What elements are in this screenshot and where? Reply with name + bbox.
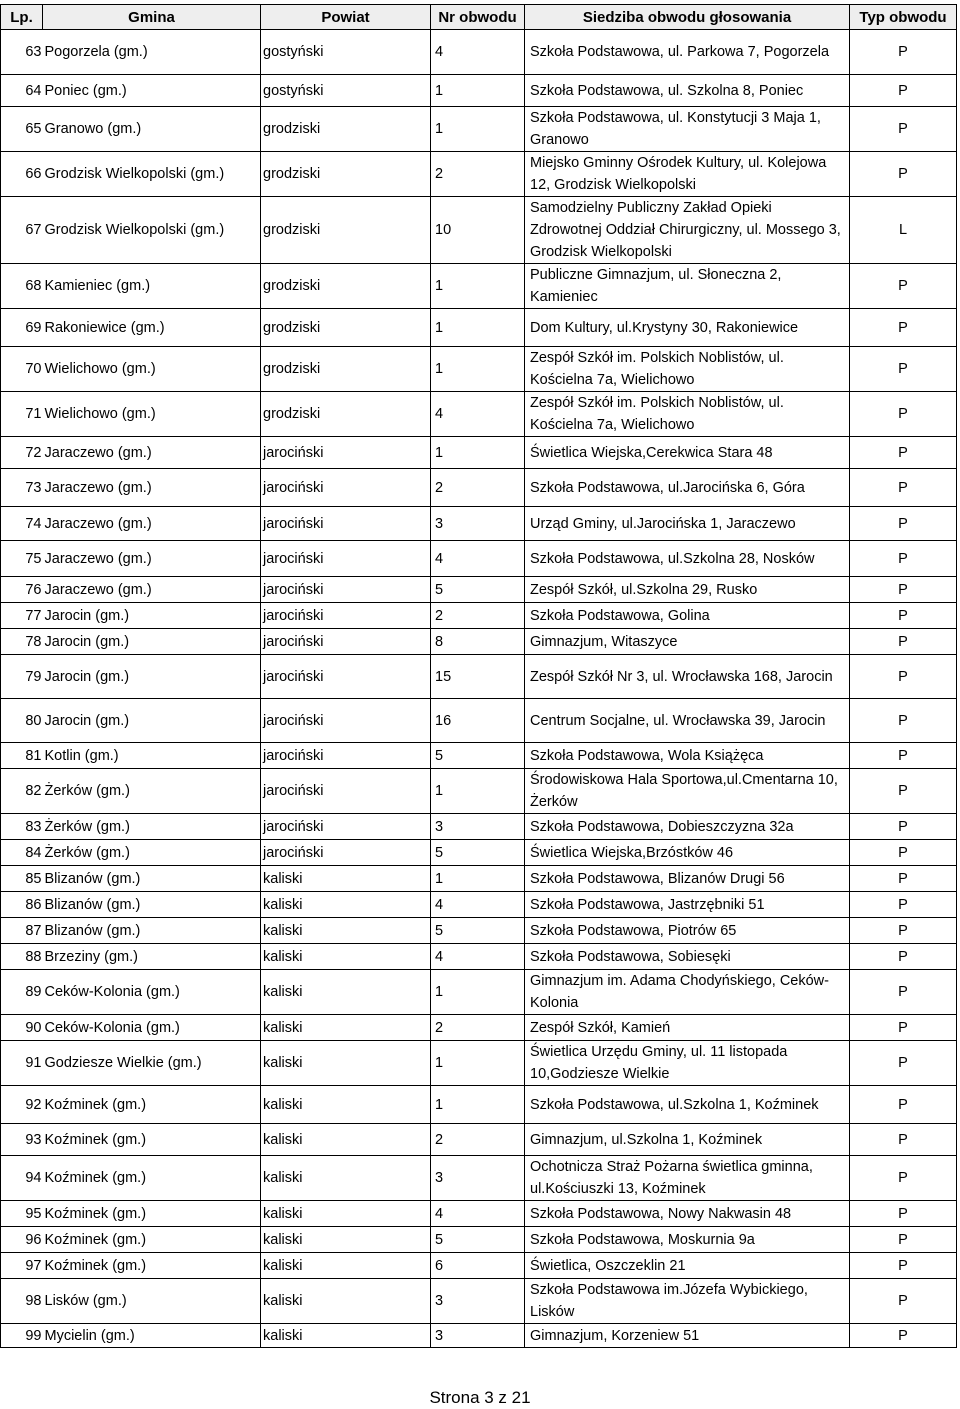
cell-typ-obwodu: P [850, 655, 957, 699]
table-row [1, 629, 957, 655]
table-row [1, 75, 957, 107]
cell-typ-obwodu: P [850, 1086, 957, 1124]
header-siedziba: Siedziba obwodu głosowania [525, 5, 850, 30]
cell-powiat: jarociński [261, 743, 431, 769]
cell-lp: 69 [1, 309, 43, 347]
table-row [1, 918, 957, 944]
cell-nr-obwodu: 10 [431, 197, 525, 264]
cell-siedziba: Dom Kultury, ul.Krystyny 30, Rakoniewice [525, 309, 850, 347]
cell-gmina: Poniec (gm.) [43, 75, 261, 107]
cell-powiat: grodziski [261, 197, 431, 264]
cell-siedziba: Centrum Socjalne, ul. Wrocławska 39, Jarocin [525, 699, 850, 743]
cell-nr-obwodu: 16 [431, 699, 525, 743]
cell-powiat: jarociński [261, 629, 431, 655]
cell-typ-obwodu: P [850, 30, 957, 75]
cell-typ-obwodu: P [850, 699, 957, 743]
cell-lp: 75 [1, 541, 43, 577]
table-row [1, 152, 957, 197]
table-row [1, 743, 957, 769]
cell-powiat: jarociński [261, 840, 431, 866]
cell-nr-obwodu: 1 [431, 264, 525, 309]
cell-siedziba: Szkoła Podstawowa, Golina [525, 603, 850, 629]
cell-typ-obwodu: P [850, 970, 957, 1015]
cell-typ-obwodu: P [850, 309, 957, 347]
cell-typ-obwodu: P [850, 944, 957, 970]
cell-lp: 97 [1, 1253, 43, 1279]
cell-typ-obwodu: P [850, 1041, 957, 1086]
cell-typ-obwodu: P [850, 603, 957, 629]
cell-gmina: Grodzisk Wielkopolski (gm.) [43, 152, 261, 197]
cell-lp: 87 [1, 918, 43, 944]
table-row [1, 603, 957, 629]
cell-powiat: kaliski [261, 944, 431, 970]
cell-lp: 89 [1, 970, 43, 1015]
header-powiat: Powiat [261, 5, 431, 30]
cell-typ-obwodu: P [850, 469, 957, 507]
cell-lp: 64 [1, 75, 43, 107]
cell-siedziba: Szkoła Podstawowa, Blizanów Drugi 56 [525, 866, 850, 892]
cell-typ-obwodu: P [850, 392, 957, 437]
header-lp: Lp. [1, 5, 43, 30]
cell-lp: 92 [1, 1086, 43, 1124]
table-row [1, 1324, 957, 1348]
cell-typ-obwodu: P [850, 541, 957, 577]
cell-typ-obwodu: P [850, 840, 957, 866]
cell-siedziba: Środowiskowa Hala Sportowa,ul.Cmentarna 10, Żerków [525, 769, 850, 814]
cell-powiat: kaliski [261, 1086, 431, 1124]
cell-lp: 82 [1, 769, 43, 814]
cell-typ-obwodu: P [850, 1253, 957, 1279]
cell-powiat: kaliski [261, 1201, 431, 1227]
cell-lp: 94 [1, 1156, 43, 1201]
cell-gmina: Koźminek (gm.) [43, 1253, 261, 1279]
table-row [1, 1227, 957, 1253]
cell-siedziba: Szkoła Podstawowa, Moskurnia 9a [525, 1227, 850, 1253]
cell-lp: 67 [1, 197, 43, 264]
cell-siedziba: Szkoła Podstawowa, Wola Książęca [525, 743, 850, 769]
cell-typ-obwodu: P [850, 347, 957, 392]
cell-powiat: grodziski [261, 264, 431, 309]
cell-powiat: kaliski [261, 1041, 431, 1086]
table-row [1, 699, 957, 743]
cell-siedziba: Świetlica Urzędu Gminy, ul. 11 listopada 10,Godziesze Wielkie [525, 1041, 850, 1086]
table-row [1, 107, 957, 152]
cell-siedziba: Szkoła Podstawowa, Nowy Nakwasin 48 [525, 1201, 850, 1227]
cell-lp: 66 [1, 152, 43, 197]
cell-typ-obwodu: P [850, 577, 957, 603]
cell-nr-obwodu: 3 [431, 507, 525, 541]
cell-lp: 96 [1, 1227, 43, 1253]
cell-nr-obwodu: 3 [431, 1156, 525, 1201]
cell-gmina: Blizanów (gm.) [43, 892, 261, 918]
cell-typ-obwodu: P [850, 918, 957, 944]
cell-powiat: grodziski [261, 152, 431, 197]
cell-siedziba: Miejsko Gminny Ośrodek Kultury, ul. Kolejowa 12, Grodzisk Wielkopolski [525, 152, 850, 197]
cell-lp: 81 [1, 743, 43, 769]
cell-gmina: Koźminek (gm.) [43, 1124, 261, 1156]
table-row [1, 655, 957, 699]
cell-powiat: jarociński [261, 437, 431, 469]
cell-siedziba: Zespół Szkół, Kamień [525, 1015, 850, 1041]
cell-powiat: kaliski [261, 1324, 431, 1348]
cell-nr-obwodu: 4 [431, 944, 525, 970]
cell-typ-obwodu: P [850, 1015, 957, 1041]
cell-powiat: kaliski [261, 1253, 431, 1279]
cell-powiat: grodziski [261, 309, 431, 347]
cell-powiat: kaliski [261, 866, 431, 892]
cell-powiat: kaliski [261, 1227, 431, 1253]
cell-nr-obwodu: 1 [431, 1041, 525, 1086]
cell-gmina: Jarocin (gm.) [43, 699, 261, 743]
cell-powiat: jarociński [261, 577, 431, 603]
cell-nr-obwodu: 3 [431, 1279, 525, 1324]
cell-nr-obwodu: 1 [431, 347, 525, 392]
table-row [1, 944, 957, 970]
table-body [1, 30, 957, 1348]
cell-siedziba: Szkoła Podstawowa, Sobiesęki [525, 944, 850, 970]
cell-gmina: Koźminek (gm.) [43, 1201, 261, 1227]
cell-powiat: jarociński [261, 541, 431, 577]
cell-nr-obwodu: 15 [431, 655, 525, 699]
cell-typ-obwodu: P [850, 75, 957, 107]
cell-typ-obwodu: P [850, 814, 957, 840]
cell-nr-obwodu: 1 [431, 1086, 525, 1124]
cell-gmina: Wielichowo (gm.) [43, 347, 261, 392]
cell-lp: 77 [1, 603, 43, 629]
table-row [1, 264, 957, 309]
cell-lp: 88 [1, 944, 43, 970]
table-row [1, 1156, 957, 1201]
cell-lp: 68 [1, 264, 43, 309]
cell-nr-obwodu: 4 [431, 892, 525, 918]
cell-nr-obwodu: 5 [431, 577, 525, 603]
cell-nr-obwodu: 1 [431, 866, 525, 892]
cell-lp: 72 [1, 437, 43, 469]
table-row [1, 892, 957, 918]
cell-gmina: Brzeziny (gm.) [43, 944, 261, 970]
cell-typ-obwodu: P [850, 107, 957, 152]
cell-nr-obwodu: 8 [431, 629, 525, 655]
cell-typ-obwodu: P [850, 1279, 957, 1324]
cell-nr-obwodu: 2 [431, 1015, 525, 1041]
cell-lp: 65 [1, 107, 43, 152]
cell-nr-obwodu: 5 [431, 1227, 525, 1253]
cell-nr-obwodu: 1 [431, 107, 525, 152]
cell-gmina: Granowo (gm.) [43, 107, 261, 152]
cell-gmina: Ceków-Kolonia (gm.) [43, 1015, 261, 1041]
cell-gmina: Mycielin (gm.) [43, 1324, 261, 1348]
cell-siedziba: Zespół Szkół Nr 3, ul. Wrocławska 168, Jarocin [525, 655, 850, 699]
cell-lp: 73 [1, 469, 43, 507]
cell-lp: 84 [1, 840, 43, 866]
table-row [1, 507, 957, 541]
cell-gmina: Kotlin (gm.) [43, 743, 261, 769]
cell-powiat: jarociński [261, 814, 431, 840]
cell-nr-obwodu: 1 [431, 970, 525, 1015]
cell-typ-obwodu: P [850, 866, 957, 892]
cell-siedziba: Urząd Gminy, ul.Jarocińska 1, Jaraczewo [525, 507, 850, 541]
cell-nr-obwodu: 5 [431, 840, 525, 866]
cell-siedziba: Szkoła Podstawowa, ul.Jarocińska 6, Góra [525, 469, 850, 507]
cell-gmina: Jaraczewo (gm.) [43, 577, 261, 603]
cell-typ-obwodu: P [850, 152, 957, 197]
table-row [1, 769, 957, 814]
cell-typ-obwodu: P [850, 264, 957, 309]
cell-siedziba: Publiczne Gimnazjum, ul. Słoneczna 2, Kamieniec [525, 264, 850, 309]
cell-typ-obwodu: P [850, 629, 957, 655]
cell-siedziba: Gimnazjum, Korzeniew 51 [525, 1324, 850, 1348]
table-row [1, 1015, 957, 1041]
cell-nr-obwodu: 2 [431, 152, 525, 197]
cell-lp: 86 [1, 892, 43, 918]
cell-lp: 78 [1, 629, 43, 655]
cell-nr-obwodu: 3 [431, 1324, 525, 1348]
table-row [1, 541, 957, 577]
cell-nr-obwodu: 1 [431, 769, 525, 814]
cell-powiat: jarociński [261, 699, 431, 743]
table-row [1, 347, 957, 392]
cell-gmina: Blizanów (gm.) [43, 866, 261, 892]
cell-siedziba: Zespół Szkół im. Polskich Noblistów, ul. Kościelna 7a, Wielichowo [525, 392, 850, 437]
cell-typ-obwodu: P [850, 1156, 957, 1201]
cell-nr-obwodu: 3 [431, 814, 525, 840]
cell-gmina: Jaraczewo (gm.) [43, 541, 261, 577]
table-row [1, 469, 957, 507]
cell-gmina: Żerków (gm.) [43, 814, 261, 840]
cell-typ-obwodu: P [850, 507, 957, 541]
header-gmina: Gmina [43, 5, 261, 30]
cell-siedziba: Świetlica Wiejska,Cerekwica Stara 48 [525, 437, 850, 469]
table-row [1, 197, 957, 264]
cell-lp: 83 [1, 814, 43, 840]
cell-gmina: Koźminek (gm.) [43, 1156, 261, 1201]
cell-gmina: Żerków (gm.) [43, 840, 261, 866]
cell-siedziba: Gimnazjum, Witaszyce [525, 629, 850, 655]
cell-nr-obwodu: 5 [431, 743, 525, 769]
cell-nr-obwodu: 4 [431, 541, 525, 577]
cell-powiat: kaliski [261, 970, 431, 1015]
table-row [1, 1253, 957, 1279]
polling-stations-table [0, 4, 957, 1348]
cell-typ-obwodu: P [850, 892, 957, 918]
cell-powiat: kaliski [261, 892, 431, 918]
cell-nr-obwodu: 1 [431, 437, 525, 469]
cell-typ-obwodu: P [850, 769, 957, 814]
cell-siedziba: Szkoła Podstawowa, ul.Szkolna 28, Nosków [525, 541, 850, 577]
cell-siedziba: Gimnazjum im. Adama Chodyńskiego, Ceków-Kolonia [525, 970, 850, 1015]
table-row [1, 577, 957, 603]
cell-siedziba: Szkoła Podstawowa im.Józefa Wybickiego, Lisków [525, 1279, 850, 1324]
cell-siedziba: Szkoła Podstawowa, ul. Parkowa 7, Pogorzela [525, 30, 850, 75]
header-row [1, 5, 957, 30]
table-row [1, 30, 957, 75]
cell-powiat: kaliski [261, 918, 431, 944]
table-row [1, 1124, 957, 1156]
cell-gmina: Jarocin (gm.) [43, 655, 261, 699]
cell-siedziba: Zespół Szkół im. Polskich Noblistów, ul. Kościelna 7a, Wielichowo [525, 347, 850, 392]
cell-typ-obwodu: P [850, 1124, 957, 1156]
cell-powiat: kaliski [261, 1156, 431, 1201]
cell-gmina: Pogorzela (gm.) [43, 30, 261, 75]
cell-lp: 70 [1, 347, 43, 392]
header-typ-obwodu: Typ obwodu [850, 5, 957, 30]
cell-powiat: grodziski [261, 392, 431, 437]
cell-lp: 90 [1, 1015, 43, 1041]
table-row [1, 1086, 957, 1124]
table-row [1, 814, 957, 840]
cell-lp: 99 [1, 1324, 43, 1348]
cell-powiat: jarociński [261, 655, 431, 699]
cell-siedziba: Gimnazjum, ul.Szkolna 1, Koźminek [525, 1124, 850, 1156]
cell-powiat: kaliski [261, 1279, 431, 1324]
cell-gmina: Blizanów (gm.) [43, 918, 261, 944]
cell-nr-obwodu: 4 [431, 30, 525, 75]
cell-siedziba: Świetlica Wiejska,Brzóstków 46 [525, 840, 850, 866]
cell-typ-obwodu: P [850, 437, 957, 469]
cell-siedziba: Szkoła Podstawowa, Jastrzębniki 51 [525, 892, 850, 918]
cell-lp: 93 [1, 1124, 43, 1156]
cell-gmina: Wielichowo (gm.) [43, 392, 261, 437]
cell-typ-obwodu: L [850, 197, 957, 264]
cell-siedziba: Szkoła Podstawowa, ul.Szkolna 1, Koźminek [525, 1086, 850, 1124]
cell-powiat: gostyński [261, 30, 431, 75]
cell-gmina: Żerków (gm.) [43, 769, 261, 814]
table-row [1, 1279, 957, 1324]
cell-gmina: Grodzisk Wielkopolski (gm.) [43, 197, 261, 264]
cell-gmina: Jaraczewo (gm.) [43, 507, 261, 541]
header-nr-obwodu: Nr obwodu [431, 5, 525, 30]
cell-lp: 91 [1, 1041, 43, 1086]
cell-gmina: Godziesze Wielkie (gm.) [43, 1041, 261, 1086]
cell-lp: 85 [1, 866, 43, 892]
cell-gmina: Jarocin (gm.) [43, 603, 261, 629]
cell-siedziba: Szkoła Podstawowa, ul. Szkolna 8, Poniec [525, 75, 850, 107]
cell-nr-obwodu: 2 [431, 1124, 525, 1156]
cell-powiat: grodziski [261, 347, 431, 392]
cell-lp: 98 [1, 1279, 43, 1324]
cell-siedziba: Szkoła Podstawowa, ul. Konstytucji 3 Maja 1, Granowo [525, 107, 850, 152]
cell-siedziba: Samodzielny Publiczny Zakład Opieki Zdrowotnej Oddział Chirurgiczny, ul. Mossego 3, Grodzisk Wielkopolski [525, 197, 850, 264]
table-row [1, 309, 957, 347]
cell-gmina: Lisków (gm.) [43, 1279, 261, 1324]
cell-powiat: gostyński [261, 75, 431, 107]
table-row [1, 840, 957, 866]
cell-nr-obwodu: 2 [431, 603, 525, 629]
cell-siedziba: Ochotnicza Straż Pożarna świetlica gminna, ul.Kościuszki 13, Koźminek [525, 1156, 850, 1201]
cell-typ-obwodu: P [850, 1201, 957, 1227]
cell-nr-obwodu: 4 [431, 1201, 525, 1227]
cell-nr-obwodu: 6 [431, 1253, 525, 1279]
cell-lp: 79 [1, 655, 43, 699]
cell-gmina: Ceków-Kolonia (gm.) [43, 970, 261, 1015]
cell-gmina: Kamieniec (gm.) [43, 264, 261, 309]
cell-typ-obwodu: P [850, 743, 957, 769]
cell-lp: 74 [1, 507, 43, 541]
cell-typ-obwodu: P [850, 1227, 957, 1253]
cell-siedziba: Szkoła Podstawowa, Dobieszczyzna 32a [525, 814, 850, 840]
table-row [1, 437, 957, 469]
cell-lp: 80 [1, 699, 43, 743]
table-row [1, 1041, 957, 1086]
cell-siedziba: Zespół Szkół, ul.Szkolna 29, Rusko [525, 577, 850, 603]
cell-powiat: jarociński [261, 603, 431, 629]
cell-gmina: Jarocin (gm.) [43, 629, 261, 655]
cell-gmina: Rakoniewice (gm.) [43, 309, 261, 347]
cell-nr-obwodu: 1 [431, 309, 525, 347]
cell-powiat: kaliski [261, 1015, 431, 1041]
cell-nr-obwodu: 5 [431, 918, 525, 944]
cell-powiat: grodziski [261, 107, 431, 152]
cell-siedziba: Szkoła Podstawowa, Piotrów 65 [525, 918, 850, 944]
cell-nr-obwodu: 4 [431, 392, 525, 437]
cell-nr-obwodu: 2 [431, 469, 525, 507]
cell-lp: 63 [1, 30, 43, 75]
cell-powiat: jarociński [261, 507, 431, 541]
cell-lp: 76 [1, 577, 43, 603]
cell-gmina: Jaraczewo (gm.) [43, 469, 261, 507]
cell-powiat: jarociński [261, 469, 431, 507]
table-row [1, 866, 957, 892]
cell-gmina: Jaraczewo (gm.) [43, 437, 261, 469]
cell-powiat: kaliski [261, 1124, 431, 1156]
cell-lp: 71 [1, 392, 43, 437]
table-row [1, 970, 957, 1015]
cell-typ-obwodu: P [850, 1324, 957, 1348]
cell-powiat: jarociński [261, 769, 431, 814]
cell-nr-obwodu: 1 [431, 75, 525, 107]
table-row [1, 1201, 957, 1227]
cell-gmina: Koźminek (gm.) [43, 1227, 261, 1253]
page-footer: Strona 3 z 21 [429, 1388, 531, 1407]
cell-lp: 95 [1, 1201, 43, 1227]
cell-siedziba: Świetlica, Oszczeklin 21 [525, 1253, 850, 1279]
cell-gmina: Koźminek (gm.) [43, 1086, 261, 1124]
table-row [1, 392, 957, 437]
